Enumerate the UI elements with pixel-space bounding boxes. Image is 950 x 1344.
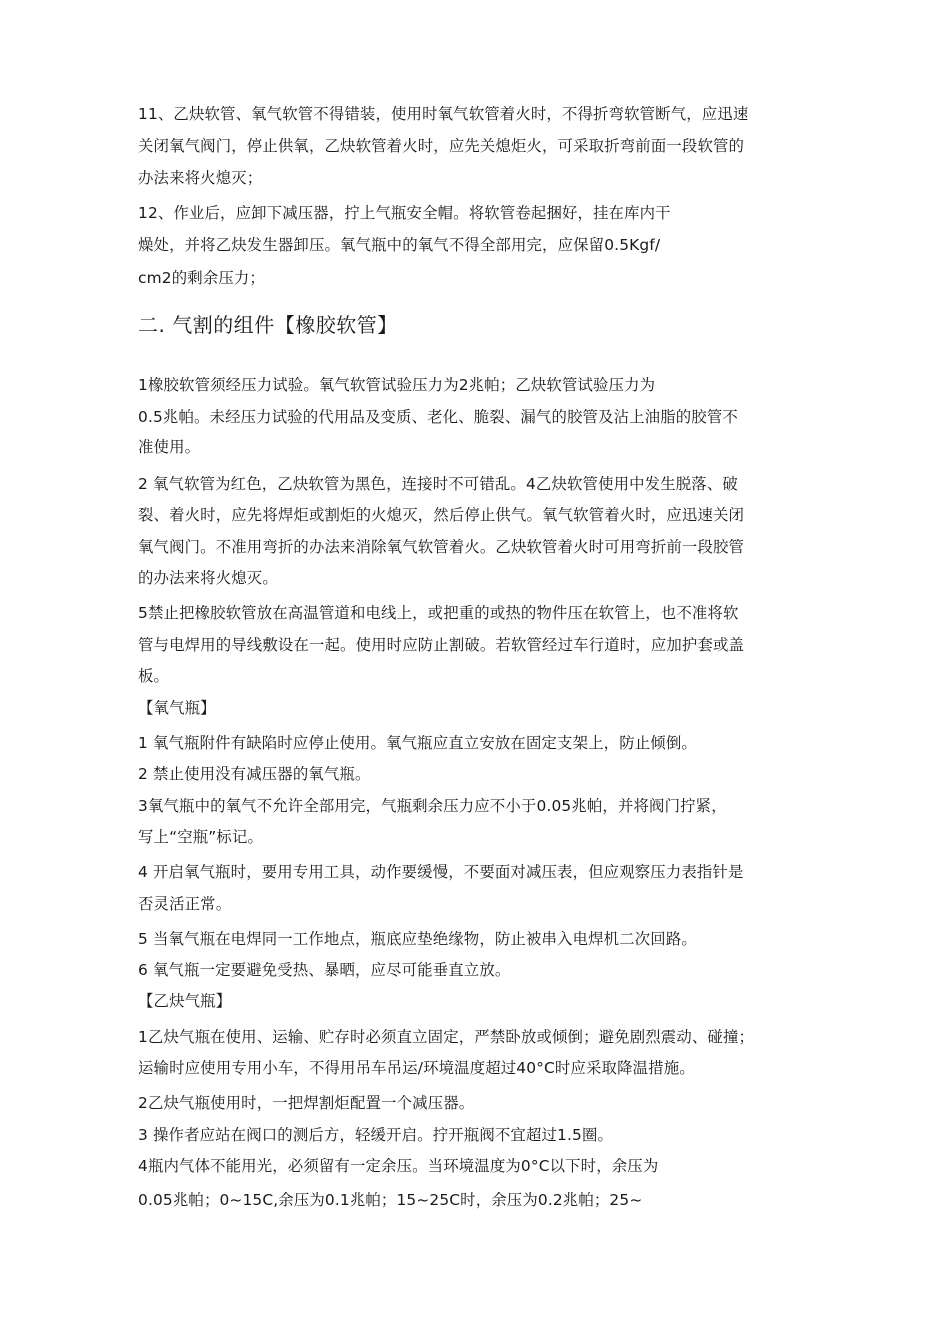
text-line: 管与电焊用的导线敷设在一起。使用时应防止割破。若软管经过车行道时，应加护套或盖 bbox=[138, 636, 745, 654]
text-line: 否灵活正常。 bbox=[138, 895, 232, 913]
text-line: 写上“空瓶”标记。 bbox=[138, 828, 264, 846]
text-line: 2 禁止使用没有减压器的氧气瓶。 bbox=[138, 765, 371, 783]
text-line: 2乙炔气瓶使用时，一把焊割炬配置一个减压器。 bbox=[138, 1094, 475, 1112]
text-line: 准使用。 bbox=[138, 438, 201, 456]
text-line: 0.05兆帕；0~15C,余压为0.1兆帕；15~25C时，余压为0.2兆帕；25~ bbox=[138, 1191, 643, 1209]
text-line: 关闭氧气阀门，停止供氧，乙炔软管着火时，应先关熄炬火，可采取折弯前面一段软管的 bbox=[138, 137, 745, 155]
text-line: 5禁止把橡胶软管放在高温管道和电线上，或把重的或热的物件压在软管上，也不准将软 bbox=[138, 604, 739, 622]
text-line: 氧气阀门。不准用弯折的办法来消除氧气软管着火。乙炔软管着火时可用弯折前一段胶管 bbox=[138, 538, 745, 556]
text-line: 板。 bbox=[138, 667, 170, 685]
text-line: 4 开启氧气瓶时，要用专用工具，动作要缓慢，不要面对减压表，但应观察压力表指针是 bbox=[138, 863, 744, 881]
text-line: 3 操作者应站在阀口的测后方，轻缓开启。拧开瓶阀不宜超过1.5圈。 bbox=[138, 1126, 614, 1144]
text-line: 12、作业后，应卸下减压器，拧上气瓶安全帽。将软管卷起捆好，挂在库内干 bbox=[138, 204, 671, 222]
subsection-title: 【氧气瓶】 bbox=[138, 699, 216, 717]
text-line: 0.5兆帕。未经压力试验的代用品及变质、老化、脆裂、漏气的胶管及沾上油脂的胶管不 bbox=[138, 408, 738, 426]
section-heading: 二. 气割的组件【橡胶软管】 bbox=[138, 313, 398, 337]
text-line: 1乙炔气瓶在使用、运输、贮存时必须直立固定，严禁卧放或倾倒；避免剧烈震动、碰撞； bbox=[138, 1028, 755, 1046]
text-line: 6 氧气瓶一定要避免受热、暴晒，应尽可能垂直立放。 bbox=[138, 961, 511, 979]
text-line: 运输时应使用专用小车，不得用吊车吊运/环境温度超过40°C时应采取降温措施。 bbox=[138, 1059, 695, 1077]
text-line: 办法来将火熄灭； bbox=[138, 169, 263, 187]
text-line: 11、乙炔软管、氧气软管不得错装，使用时氧气软管着火时，不得折弯软管断气，应迅速 bbox=[138, 105, 749, 123]
subsection-title: 【乙炔气瓶】 bbox=[138, 992, 232, 1010]
text-line: 1橡胶软管须经压力试验。氧气软管试验压力为2兆帕；乙炔软管试验压力为 bbox=[138, 376, 656, 394]
text-line: 的办法来将火熄灭。 bbox=[138, 569, 278, 587]
text-line: 4瓶内气体不能用光，必须留有一定余压。当环境温度为0°C以下时，余压为 bbox=[138, 1157, 659, 1175]
text-line: 2 氧气软管为红色，乙炔软管为黑色，连接时不可错乱。4乙炔软管使用中发生脱落、破 bbox=[138, 475, 738, 493]
text-line: 裂、着火时，应先将焊炬或割炬的火熄灭，然后停止供气。氧气软管着火时，应迅速关闭 bbox=[138, 506, 745, 524]
text-line: 1 氧气瓶附件有缺陷时应停止使用。氧气瓶应直立安放在固定支架上，防止倾倒。 bbox=[138, 734, 697, 752]
text-line: 3氧气瓶中的氧气不允许全部用完，气瓶剩余压力应不小于0.05兆帕，并将阀门拧紧， bbox=[138, 797, 727, 815]
text-line: cm2的剩余压力； bbox=[138, 269, 265, 287]
text-line: 燥处，并将乙炔发生器卸压。氧气瓶中的氧气不得全部用完，应保留0.5Kgf/ bbox=[138, 236, 661, 254]
text-line: 5 当氧气瓶在电焊同一工作地点，瓶底应垫绝缘物，防止被串入电焊机二次回路。 bbox=[138, 930, 697, 948]
